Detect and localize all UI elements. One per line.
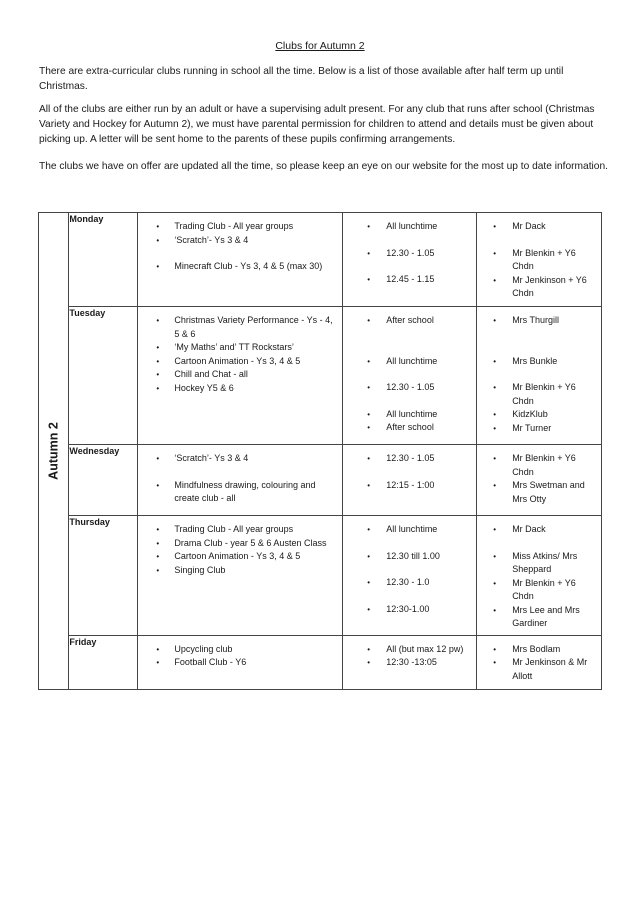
list-item: • Chill and Chat - all: [138, 368, 338, 382]
table-row: [39, 213, 602, 307]
list-item: • Mr Jenkinson + Y6 Chdn: [477, 274, 597, 301]
list-item: • ‘Scratch’- Ys 3 & 4: [138, 452, 338, 466]
list-item: • All lunchtime: [343, 220, 472, 234]
list-item: • Christmas Variety Performance - Ys - 4, 5 & 6: [138, 314, 338, 341]
table-row: [39, 516, 602, 636]
list-item: • Hockey Y5 & 6: [138, 382, 338, 396]
list-item: • ‘Scratch’- Ys 3 & 4: [138, 234, 338, 248]
times-cell: [343, 213, 477, 307]
leaders-cell: [477, 213, 602, 307]
list-item: • Mr Blenkin + Y6 Chdn: [477, 381, 597, 408]
list-item: • Mrs Swetman and Mrs Otty: [477, 479, 597, 506]
list-item: • ‘My Maths’ and’ TT Rockstars’: [138, 341, 338, 355]
list-item: • Upcycling club: [138, 643, 338, 657]
times-cell: [343, 307, 477, 445]
page-title: Clubs for Autumn 2: [275, 40, 365, 52]
leaders-cell: [477, 445, 602, 516]
list-item: • Singing Club: [138, 564, 338, 578]
intro-paragraph: There are extra-curricular clubs running in school all the time. Below is a list of those available after half term up until Christmas.: [39, 66, 564, 92]
list-item: • All lunchtime: [343, 355, 472, 369]
clubs-cell: [138, 307, 343, 445]
list-item: • Minecraft Club - Ys 3, 4 & 5 (max 30): [138, 260, 338, 274]
list-item: • Miss Atkins/ Mrs Sheppard: [477, 550, 597, 577]
list-item: • 12:30-1.00: [343, 603, 472, 617]
table-row: [39, 307, 602, 445]
list-item: • Mrs Thurgill: [477, 314, 597, 328]
list-item: • Trading Club - All year groups: [138, 523, 338, 537]
list-item: • Mrs Bodlam: [477, 643, 597, 657]
list-item: • Mr Dack: [477, 220, 597, 234]
list-item: • 12.30 - 1.0: [343, 576, 472, 590]
table-row: [39, 635, 602, 689]
day-cell: Tuesday: [69, 307, 138, 445]
list-item: • After school: [343, 314, 472, 328]
clubs-table: [38, 212, 602, 690]
day-cell: Monday: [69, 213, 138, 307]
list-item: • 12.30 - 1.05: [343, 452, 472, 466]
list-item: • All (but max 12 pw): [343, 643, 472, 657]
leaders-cell: [477, 516, 602, 636]
times-cell: [343, 445, 477, 516]
list-item: • Mr Blenkin + Y6 Chdn: [477, 577, 597, 604]
list-item: • All lunchtime: [343, 408, 472, 422]
times-cell: [343, 516, 477, 636]
list-item: • Mr Turner: [477, 422, 597, 436]
leaders-cell: [477, 635, 602, 689]
list-item: • Mr Blenkin + Y6 Chdn: [477, 247, 597, 274]
list-item: • 12.30 - 1.05: [343, 247, 472, 261]
day-cell: Friday: [69, 635, 138, 689]
list-item: • KidzKlub: [477, 408, 597, 422]
list-item: • Mr Jenkinson & Mr Allott: [477, 656, 597, 683]
table-row: [39, 445, 602, 516]
list-item: • Mrs Bunkle: [477, 355, 597, 369]
list-item: • All lunchtime: [343, 523, 472, 537]
list-item: • Mr Blenkin + Y6 Chdn: [477, 452, 597, 479]
website-paragraph: The clubs we have on offer are updated all the time, so please keep an eye on our website for the most up to date information.: [39, 161, 608, 172]
day-cell: Thursday: [69, 516, 138, 636]
list-item: • Mr Dack: [477, 523, 597, 537]
clubs-cell: [138, 213, 343, 307]
list-item: • Cartoon Animation - Ys 3, 4 & 5: [138, 550, 338, 564]
list-item: • Football Club - Y6: [138, 656, 338, 670]
list-item: • 12.30 till 1.00: [343, 550, 472, 564]
leaders-cell: [477, 307, 602, 445]
list-item: • 12:30 -13:05: [343, 656, 472, 670]
clubs-cell: [138, 635, 343, 689]
list-item: • 12.30 - 1.05: [343, 381, 472, 395]
clubs-cell: [138, 445, 343, 516]
times-cell: [343, 635, 477, 689]
permission-paragraph: All of the clubs are either run by an adult or have a supervising adult present. For any club that runs after school (Christmas Variety and Hockey for Autumn 2), we must have parental permission for children to attend and details must be given about picking up. A letter will be sent home to the parents of these pupils confirming arrangements.: [39, 104, 595, 145]
list-item: • After school: [343, 421, 472, 435]
list-item: • 12:15 - 1:00: [343, 479, 472, 493]
list-item: • Cartoon Animation - Ys 3, 4 & 5: [138, 355, 338, 369]
term-label: Autumn 2: [45, 421, 60, 480]
day-cell: Wednesday: [69, 445, 138, 516]
list-item: • Drama Club - year 5 & 6 Austen Class: [138, 537, 338, 551]
list-item: • 12.45 - 1.15: [343, 273, 472, 287]
list-item: • Trading Club - All year groups: [138, 220, 338, 234]
clubs-cell: [138, 516, 343, 636]
list-item: • Mindfulness drawing, colouring and create club - all: [138, 479, 338, 506]
term-cell: [39, 213, 69, 690]
list-item: • Mrs Lee and Mrs Gardiner: [477, 604, 597, 631]
